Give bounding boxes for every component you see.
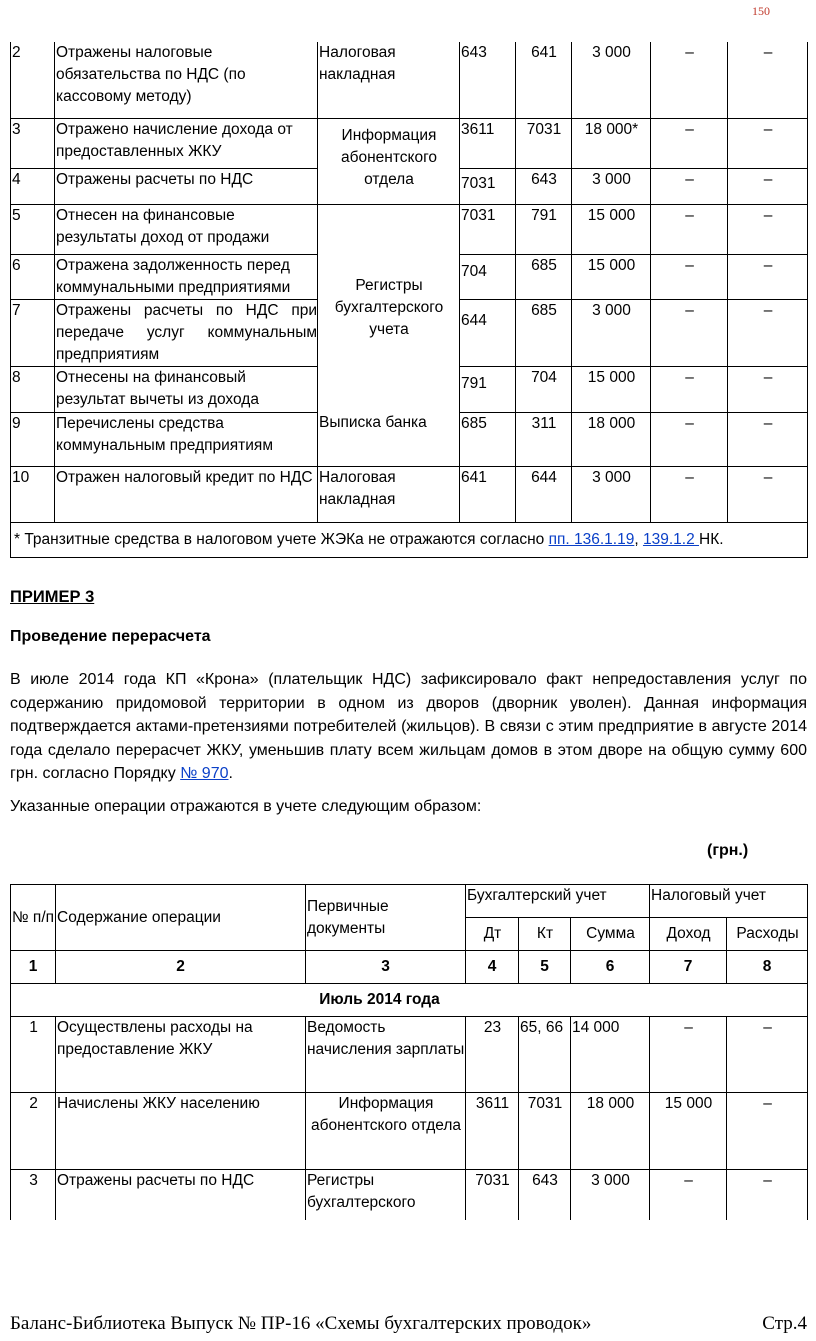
units-label: (грн.) <box>707 842 749 859</box>
example-heading: ПРИМЕР 3 <box>10 588 95 606</box>
footnote: * Транзитные средства в налоговом учете ЖЭКа не отражаются согласно пп. 136.1.19, 139.1.2 НК. <box>11 522 808 557</box>
order-970-link[interactable]: № 970 <box>180 765 229 782</box>
table-row: 3 Отражены расчеты по НДС Регистры бухгалтерского 7031 643 3 000 – – <box>11 1170 808 1220</box>
table-row: 7 Отражены расчеты по НДС при передаче услуг коммунальным предприятиям 644 685 3 000 – – <box>11 299 808 366</box>
table-row: 6 Отражена задолженность перед коммунальными предприятиями 704 685 15 000 – – <box>11 254 808 299</box>
header-expense: Расходы <box>727 918 808 951</box>
table-row: 2 Начислены ЖКУ населению Информация абонентского отдела 3611 7031 18 000 15 000 – <box>11 1093 808 1170</box>
footer-publication: Баланс-Библиотека Выпуск № ПР-16 «Схемы бухгалтерских проводок» <box>10 1313 592 1334</box>
table-row: 2 Отражены налоговые обязательства по НДС (по кассовому методу) Налоговая накладная 643 641 3 000 – – <box>11 42 808 118</box>
recalculation-table <box>10 884 808 1220</box>
section-row <box>11 984 808 1017</box>
doc-cell-registers: Регистры бухгалтерского учета <box>318 204 460 412</box>
table-row: 3 Отражено начисление дохода от предоставленных ЖКУ Информация абонентского отдела 3611 7031 18 000* – – <box>11 118 808 168</box>
example-subheading: Проведение перерасчета <box>10 628 211 645</box>
footer-page: Стр.4 <box>762 1313 807 1334</box>
header-income: Доход <box>650 918 727 951</box>
example-paragraph-2: Указанные операции отражаются в учете следующим образом: <box>10 798 482 815</box>
header-sum: Сумма <box>571 918 650 951</box>
example-paragraph: В июле 2014 года КП «Крона» (плательщик НДС) зафиксировало факт непредоставления услуг по содержанию придомовой территории в одном из дворов (дворник уволен). Данная информация подтверждается актами-претензиями потребителей (жильцов). В связи с этим предприятие в августе 2014 года сделало перерасчет ЖКУ, уменьшив плату всем жильцам домов в этом дворе на общую сумму 600 грн. согласно Порядку № 970. <box>10 671 807 782</box>
table-header-row <box>11 885 808 918</box>
page-footer <box>10 1313 807 1335</box>
header-dt: Дт <box>466 918 519 951</box>
header-num: № п/п <box>11 885 56 951</box>
footnote-link-139[interactable]: 139.1.2 <box>642 530 699 548</box>
header-tax: Налоговый учет <box>650 885 808 918</box>
footnote-link-136[interactable]: пп. 136.1.19 <box>548 530 635 548</box>
header-content: Содержание операции <box>56 885 306 951</box>
doc-cell-abonent: Информация абонентского отдела <box>318 118 460 204</box>
table-row: 10 Отражен налоговый кредит по НДС Налоговая накладная 641 644 3 000 – – <box>11 466 808 522</box>
header-kt: Кт <box>519 918 571 951</box>
table-row: 9 Перечислены средства коммунальным предприятиям Выписка банка 685 311 18 000 – – <box>11 412 808 466</box>
transactions-table-continued <box>10 42 808 558</box>
header-docs: Первичные документы <box>306 885 466 951</box>
table-row: 4 Отражены расчеты по НДС 7031 643 3 000 – – <box>11 168 808 204</box>
table-row: 1 Осуществлены расходы на предоставление ЖКУ Ведомость начисления зарплаты 23 65, 66 14 000 – – <box>11 1017 808 1093</box>
section-title: Июль 2014 года <box>11 984 808 1017</box>
page-number: 150 <box>752 4 770 18</box>
column-numbers-row: 1 2 3 4 5 6 7 8 <box>11 951 808 984</box>
table-row: 8 Отнесены на финансовый результат вычеты из дохода 791 704 15 000 – – <box>11 366 808 412</box>
table-row: 5 Отнесен на финансовые результаты доход от продажи Регистры бухгалтерского учета 7031 791 15 000 – – <box>11 204 808 254</box>
footnote-row <box>11 522 808 557</box>
header-accounting: Бухгалтерский учет <box>466 885 650 918</box>
